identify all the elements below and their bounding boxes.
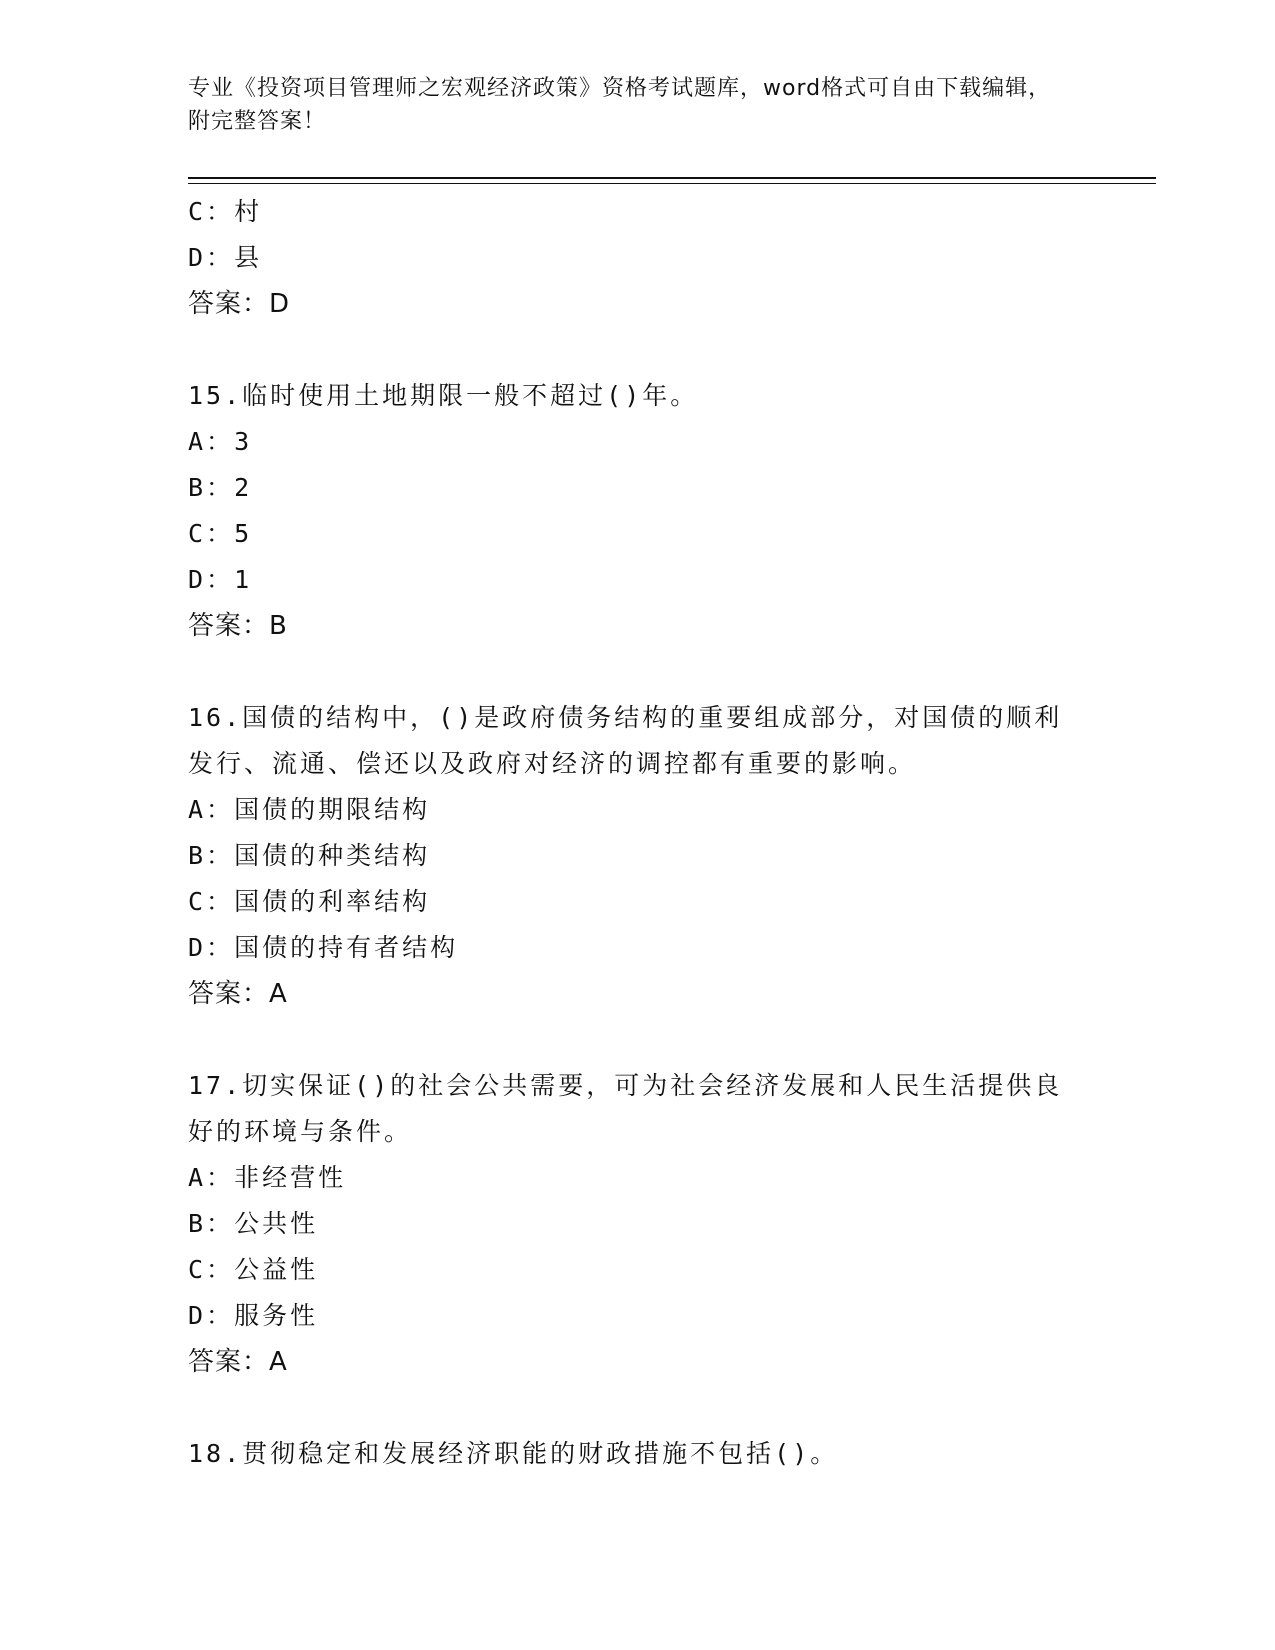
option-b: B：2 xyxy=(188,473,253,502)
spacer xyxy=(188,1385,1088,1431)
question-15 xyxy=(188,373,1088,649)
option-c: C：5 xyxy=(188,519,253,548)
question-17 xyxy=(188,1063,1088,1385)
option-a: A：3 xyxy=(188,427,253,456)
spacer xyxy=(188,649,1088,695)
option-d: D：服务性 xyxy=(188,1301,319,1330)
header-divider xyxy=(188,177,1156,179)
answer-line: 答案：A xyxy=(188,1347,288,1377)
option-c: C：公益性 xyxy=(188,1255,319,1284)
option-b: B：国债的种类结构 xyxy=(188,841,431,870)
answer-line: 答案：D xyxy=(188,289,291,319)
spacer xyxy=(188,327,1088,373)
document-title: 专业《投资项目管理师之宏观经济政策》资格考试题库，word格式可自由下载编辑，附完整答案！ xyxy=(188,76,1052,134)
option-b: B：公共性 xyxy=(188,1209,319,1238)
question-16 xyxy=(188,695,1088,1017)
answer-line: 答案：A xyxy=(188,979,288,1009)
spacer xyxy=(188,1017,1088,1063)
answer-line: 答案：B xyxy=(188,611,288,641)
question-stem: 15.临时使用土地期限一般不超过()年。 xyxy=(188,381,699,410)
option-d: D：国债的持有者结构 xyxy=(188,933,459,962)
question-stem: 18.贯彻稳定和发展经济职能的财政措施不包括()。 xyxy=(188,1439,839,1468)
question-stem-line-2: 发行、流通、偿还以及政府对经济的调控都有重要的影响。 xyxy=(188,749,917,778)
page-header xyxy=(188,72,1068,138)
option-a: A：国债的期限结构 xyxy=(188,795,431,824)
header-divider-thin xyxy=(188,183,1156,184)
question-18 xyxy=(188,1431,1088,1477)
question-stem-line-1: 17.切实保证()的社会公共需要，可为社会经济发展和人民生活提供良 xyxy=(188,1071,1063,1100)
option-c: C：国债的利率结构 xyxy=(188,887,431,916)
question-continued xyxy=(188,189,1088,327)
question-stem-line-1: 16.国债的结构中，()是政府债务结构的重要组成部分，对国债的顺利 xyxy=(188,703,1063,732)
question-stem-line-2: 好的环境与条件。 xyxy=(188,1117,413,1146)
option-d: D：1 xyxy=(188,565,253,594)
option-d: D：县 xyxy=(188,243,263,272)
option-c: C：村 xyxy=(188,197,263,226)
option-a: A：非经营性 xyxy=(188,1163,347,1192)
question-list xyxy=(188,189,1088,1477)
